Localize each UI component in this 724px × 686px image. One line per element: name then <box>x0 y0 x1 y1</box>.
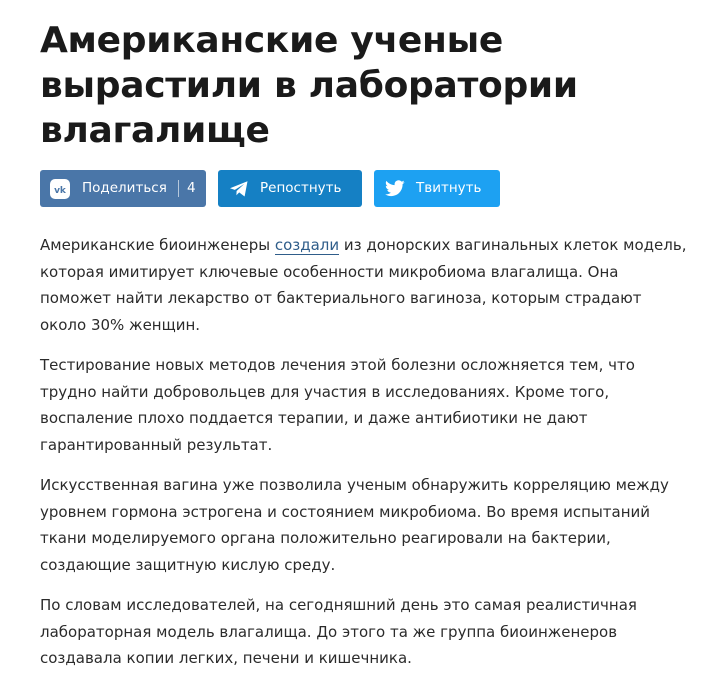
paragraph-1-end: из донорских вагинальных клеток модель, которая имитирует ключевые особенности микробиома влагалища. Она поможет найти лекарство от бактериального вагиноза, которым страдают около 30% женщин. <box>40 236 687 334</box>
vk-icon <box>50 179 70 199</box>
vk-share-button[interactable] <box>40 170 206 207</box>
vk-share-divider <box>178 180 179 197</box>
paragraph-1-start: Американские биоинженеры <box>40 236 275 254</box>
article-title: Американские ученые вырастили в лаборатории влагалище <box>40 20 578 151</box>
twitter-share-button[interactable] <box>374 170 500 207</box>
paragraph-2: Тестирование новых методов лечения этой болезни осложняется тем, что трудно найти добровольцев для участия в исследованиях. Кроме того, воспаление плохо поддается терапии, и даже антибиотики не дают гарантированный результат. <box>40 356 635 454</box>
vk-share-count: 4 <box>187 180 196 196</box>
source-link[interactable]: создали <box>274 236 340 254</box>
telegram-share-label: Репостнуть <box>260 180 342 196</box>
twitter-icon <box>384 178 405 199</box>
telegram-share-button[interactable] <box>218 170 362 207</box>
paragraph-4: По словам исследователей, на сегодняшний день это самая реалистичная лабораторная модель влагалища. До этого та же группа биоинженеров создавала копии легких, печени и кишечника. <box>40 596 637 667</box>
vk-share-label: Поделиться <box>82 180 167 196</box>
twitter-share-label: Твитнуть <box>416 180 482 196</box>
svg-text:vk: vk <box>54 186 66 196</box>
paragraph-1 <box>40 232 690 338</box>
telegram-icon <box>228 178 249 199</box>
article-body <box>40 232 690 686</box>
paragraph-3: Искусственная вагина уже позволила ученым обнаружить корреляцию между уровнем гормона эстрогена и состоянием микробиома. Во время испытаний ткани моделируемого органа положительно реагировали на бактерии, создающие защитную кислую среду. <box>40 476 669 574</box>
